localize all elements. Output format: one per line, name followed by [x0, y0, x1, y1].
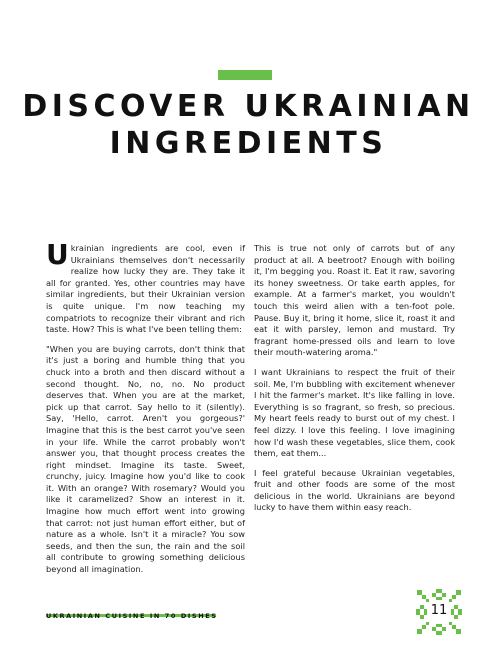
article-column-left	[46, 238, 245, 584]
article-column-right	[254, 243, 455, 522]
footer-book-title: UKRAINIAN CUISINE IN 70 DISHES	[46, 612, 218, 620]
page-number: 11	[430, 603, 448, 618]
article-paragraph-4: I want Ukrainians to respect the fruit of their soil. Me, I'm bubbling with excitement whenever I hit the farmer's market. It's like falling in love. Everything is so fragrant, so fresh, so precious. My heart feels ready to burst out of my chest. I feel dizzy. I love this feeling. I love imagining how I'd wash these vegetables, slice them, cook them, eat them...	[254, 366, 455, 459]
article-paragraph-3: This is true not only of carrots but of any product at all. A beetroot? Enough with boiling it, I'm begging you. Roast it. Eat it raw, savoring its honey sweetness. Or take earth apples, for example. At a farmer's market, you wouldn't touch this weird alien with a ten-foot pole. Pause. Buy it, bring it home, slice it, roast it and eat it with parsley, lemon and mustard. Try fragrant home-pressed oils and learn to love their mouth-watering aroma."	[254, 243, 455, 358]
drop-cap: U	[46, 238, 69, 271]
article-paragraph-1	[46, 238, 245, 336]
article-paragraph-1-text: krainian ingredients are cool, even if Ukrainians themselves don't necessarily realize how lucky they are. They take it all for granted. Yes, other countries may have similar ingredients, but their Ukrainian version is quite unique. I'm now teaching my compatriots to recognize their vibrant and rich taste. How? This is what I've been telling them:	[46, 243, 245, 335]
article-paragraph-2: "When you are buying carrots, don't think that it's just a boring and humble thing that you chuck into a broth and then discard without a second thought. No, no, no. No product deserves that. When you are at the market, pick up that carrot. Say hello to it (silently). Say, 'Hello, carrot. Aren't you gorgeous?' Imagine that this is the best carrot you've seen in your life. While the carrot probably won't answer you, that thought process creates the right mindset. Imagine its taste. Sweet, crunchy, juicy. Imagine how you'd like to cook it. With an orange? With rosemary? Would you like it caramelized? Show an interest in it. Imagine how much effort went into growing that carrot: not just human effort either, but of nature as a whole. Isn't it a miracle? You sow seeds, and then the sun, the rain and the soil all contribute to growing something delicious beyond all imagination.	[46, 343, 245, 575]
title-accent-bar	[218, 70, 272, 80]
page-title-line-2: INGREDIENTS	[109, 126, 388, 161]
page-title	[20, 88, 477, 162]
article-paragraph-5: I feel grateful because Ukrainian vegetables, fruit and other foods are some of the most delicious in the world. Ukrainians are beyond lucky to have them within easy reach.	[254, 467, 455, 513]
page-title-line-1: DISCOVER UKRAINIAN	[22, 89, 475, 124]
